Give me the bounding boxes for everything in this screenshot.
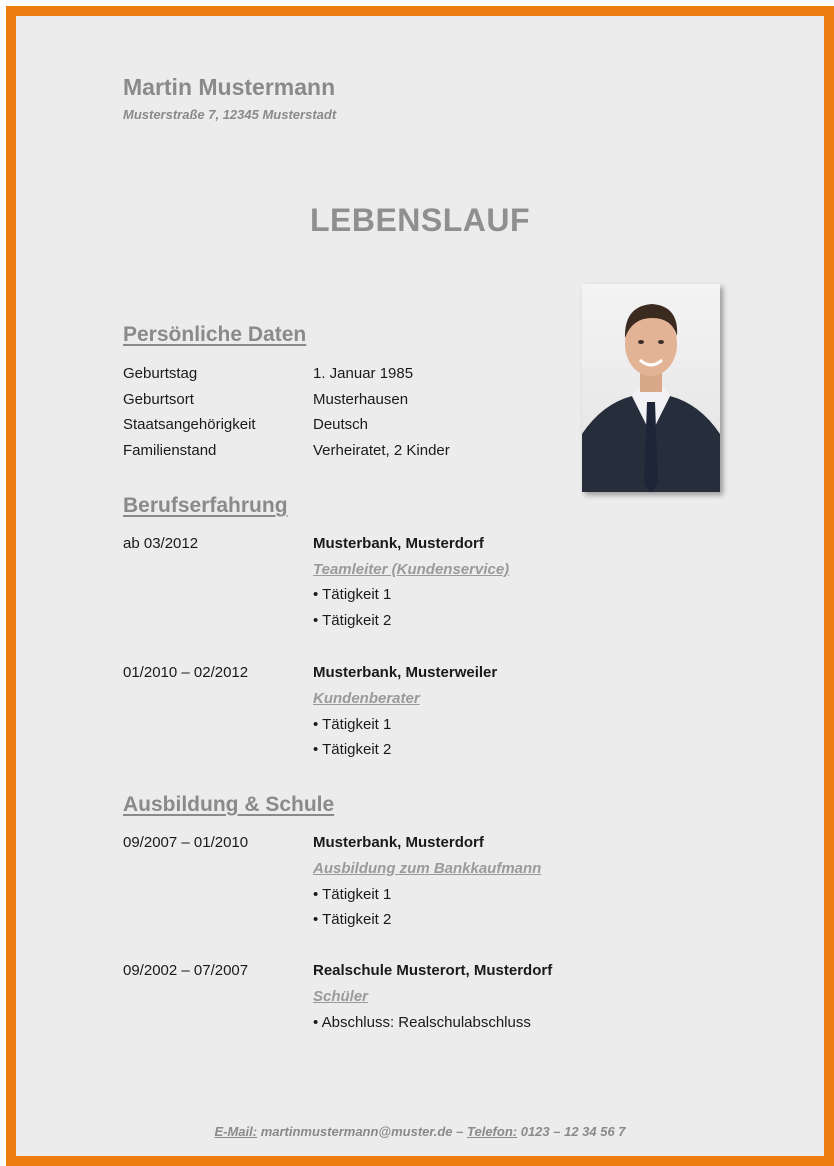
personal-value: Musterhausen — [313, 391, 409, 408]
entry-item: • Tätigkeit 1 — [313, 886, 392, 903]
personal-label: Geburtstag — [123, 365, 198, 382]
entry-organization: Musterbank, Musterdorf — [313, 834, 484, 851]
entry-period: 09/2007 – 01/2010 — [123, 834, 249, 851]
section-heading-experience: Berufserfahrung — [123, 494, 288, 517]
personal-label: Geburtsort — [123, 391, 194, 408]
entry-item: • Tätigkeit 2 — [313, 741, 392, 758]
section-heading-education: Ausbildung & Schule — [123, 793, 335, 816]
entry-item: • Tätigkeit 2 — [313, 612, 392, 629]
entry-item: • Tätigkeit 1 — [313, 716, 392, 733]
phone-label: Telefon: — [467, 1124, 518, 1139]
entry-organization: Realschule Musterort, Musterdorf — [313, 962, 553, 979]
cv-page — [6, 6, 834, 1166]
document-title: LEBENSLAUF — [309, 202, 531, 238]
entry-item: • Tätigkeit 1 — [313, 586, 392, 603]
entry-period: 09/2002 – 07/2007 — [123, 962, 249, 979]
personal-label: Familienstand — [123, 442, 217, 459]
entry-organization: Musterbank, Musterdorf — [313, 535, 484, 552]
phone-number: 0123 – 12 34 56 7 — [520, 1124, 626, 1139]
personal-value: Verheiratet, 2 Kinder — [313, 442, 450, 459]
personal-value: 1. Januar 1985 — [313, 365, 414, 382]
entry-item: • Abschluss: Realschulabschluss — [313, 1014, 531, 1031]
email-address[interactable]: martinmustermann@muster.de — [260, 1124, 453, 1139]
entry-role: Ausbildung zum Bankkaufmann — [313, 860, 542, 877]
applicant-address: Musterstraße 7, 12345 Musterstadt — [123, 107, 337, 122]
personal-label: Staatsangehörigkeit — [123, 416, 256, 433]
section-heading-personal: Persönliche Daten — [123, 323, 307, 346]
contact-footer — [16, 1124, 824, 1139]
footer-separator: – — [456, 1124, 464, 1139]
entry-item: • Tätigkeit 2 — [313, 911, 392, 928]
portrait-photo — [582, 284, 720, 492]
entry-role: Schüler — [313, 988, 369, 1005]
entry-role: Teamleiter (Kundenservice) — [313, 561, 510, 578]
entry-period: 01/2010 – 02/2012 — [123, 664, 249, 681]
entry-organization: Musterbank, Musterweiler — [313, 664, 498, 681]
email-label: E-Mail: — [214, 1124, 258, 1139]
entry-period: ab 03/2012 — [123, 535, 199, 552]
personal-value: Deutsch — [313, 416, 369, 433]
entry-role: Kundenberater — [313, 690, 420, 707]
applicant-name: Martin Mustermann — [123, 74, 336, 100]
